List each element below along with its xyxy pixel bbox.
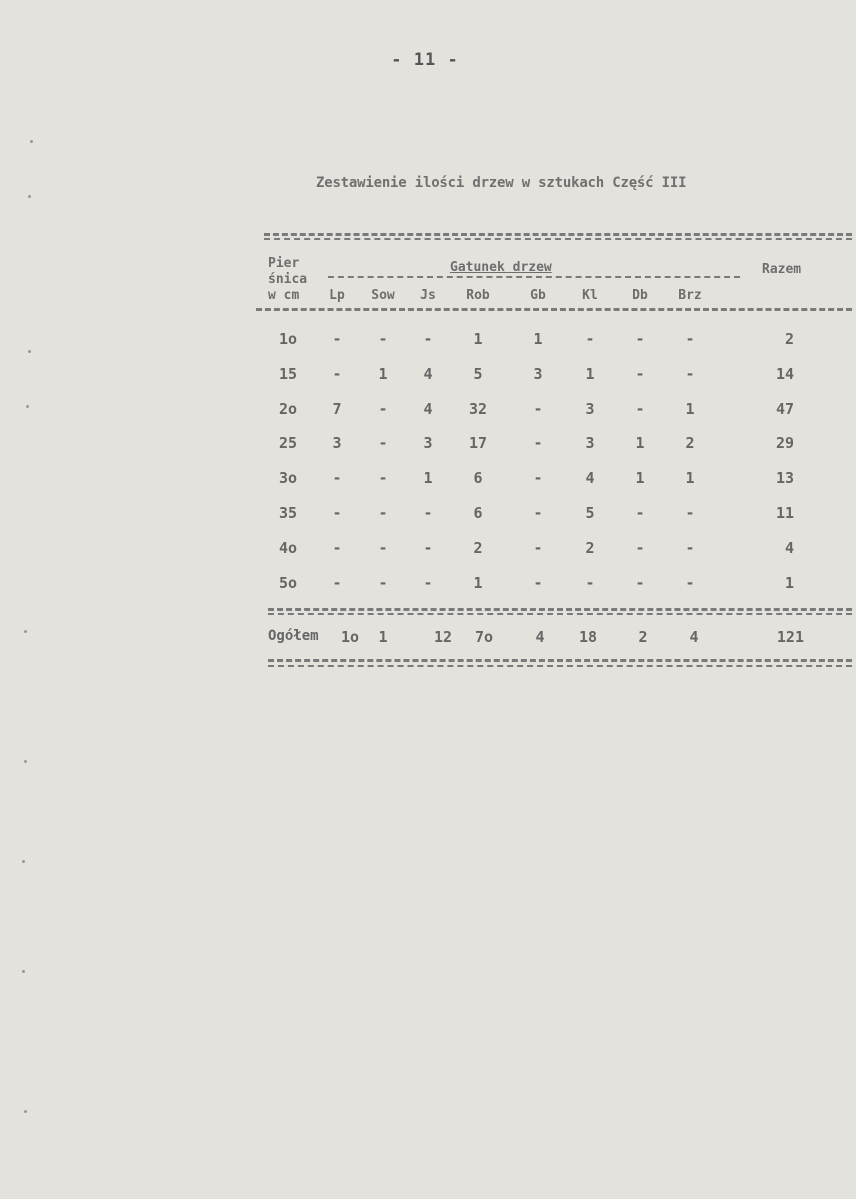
- row-cell: -: [533, 538, 543, 557]
- summary-cell: 4: [689, 628, 699, 646]
- summary-top-rule: [268, 608, 852, 611]
- row-cell: 1: [378, 364, 388, 383]
- row-cell: -: [378, 434, 388, 453]
- header-species-6: Db: [632, 288, 648, 303]
- row-cell: 1: [685, 469, 695, 488]
- row-cell: 2: [585, 538, 595, 557]
- header-total: Razem: [762, 262, 802, 277]
- row-cell: -: [533, 469, 543, 488]
- summary-label: Ogółem: [268, 628, 319, 644]
- row-cell: 3: [585, 434, 595, 453]
- summary-total: 121: [776, 628, 804, 646]
- row-total: 14: [775, 364, 794, 383]
- row-cell: -: [585, 330, 595, 348]
- row-label: 35: [278, 504, 298, 522]
- row-cell: -: [685, 504, 695, 522]
- row-cell: -: [635, 573, 645, 592]
- header-species-5: Kl: [582, 288, 598, 303]
- row-cell: 1: [635, 434, 645, 453]
- summary-cell: 4: [535, 628, 545, 646]
- row-cell: 2: [685, 434, 695, 453]
- row-cell: -: [423, 504, 433, 522]
- row-cell: -: [635, 330, 645, 348]
- summary-cell: 7o: [474, 628, 494, 646]
- row-cell: 4: [585, 469, 595, 488]
- row-total: 2: [784, 330, 794, 348]
- row-cell: 6: [473, 504, 483, 522]
- row-cell: -: [685, 573, 695, 592]
- summary-cell: 1o: [340, 628, 360, 646]
- header-species-3: Rob: [466, 288, 490, 303]
- row-cell: -: [423, 573, 433, 592]
- row-cell: -: [635, 364, 645, 383]
- row-cell: -: [423, 538, 433, 557]
- row-cell: 1: [533, 330, 543, 348]
- row-cell: -: [332, 364, 342, 383]
- header-species-group: Gatunek drzew: [450, 260, 552, 275]
- header-diameter-line2: śnica: [268, 272, 308, 287]
- margin-mark: [24, 1110, 27, 1113]
- row-cell: 1: [473, 573, 483, 592]
- row-cell: -: [685, 330, 695, 348]
- row-label: 3o: [278, 469, 298, 488]
- summary-cell: 1: [378, 628, 388, 646]
- row-total: 4: [784, 538, 794, 557]
- margin-mark: [22, 970, 25, 973]
- row-cell: -: [332, 504, 342, 522]
- row-cell: -: [378, 399, 388, 418]
- row-cell: -: [635, 504, 645, 522]
- bottom-rule: [268, 659, 852, 662]
- row-cell: 1: [585, 364, 595, 383]
- summary-top-rule-2: [268, 613, 852, 615]
- row-cell: -: [585, 573, 595, 592]
- row-cell: -: [378, 504, 388, 522]
- header-species-7: Brz: [678, 288, 702, 303]
- row-cell: -: [332, 573, 342, 592]
- row-cell: -: [685, 364, 695, 383]
- row-total: 47: [775, 399, 794, 418]
- margin-mark: [28, 195, 31, 198]
- row-cell: -: [635, 538, 645, 557]
- row-cell: -: [533, 399, 543, 418]
- row-cell: 3: [423, 434, 433, 453]
- row-cell: -: [635, 399, 645, 418]
- row-cell: 5: [585, 504, 595, 522]
- row-cell: 1: [473, 330, 483, 348]
- summary-cell: 2: [638, 628, 648, 646]
- margin-mark: [30, 140, 33, 143]
- row-label: 2o: [278, 399, 298, 418]
- row-cell: -: [533, 504, 543, 522]
- row-cell: -: [332, 330, 342, 348]
- summary-cell: 18: [578, 628, 598, 646]
- header-species-1: Sow: [371, 288, 395, 303]
- header-diameter-line3: w cm: [268, 288, 300, 303]
- row-cell: -: [332, 538, 342, 557]
- top-rule: [264, 233, 852, 236]
- row-cell: -: [423, 330, 433, 348]
- margin-mark: [24, 760, 27, 763]
- species-group-rule: [328, 276, 740, 278]
- header-species-0: Lp: [329, 288, 345, 303]
- row-cell: 4: [423, 399, 433, 418]
- row-cell: -: [332, 469, 342, 488]
- header-diameter-line1: Pier: [268, 256, 300, 271]
- row-cell: 3: [533, 364, 543, 383]
- row-cell: -: [533, 573, 543, 592]
- page-number: - 11 -: [391, 50, 459, 70]
- row-cell: 1: [635, 469, 645, 488]
- row-cell: -: [378, 330, 388, 348]
- summary-cell: 12: [433, 628, 453, 646]
- row-cell: 1: [423, 469, 433, 488]
- row-label: 15: [278, 364, 298, 383]
- row-cell: 6: [473, 469, 483, 488]
- row-cell: 4: [423, 364, 433, 383]
- row-total: 11: [775, 504, 794, 522]
- row-cell: 7: [332, 399, 342, 418]
- row-cell: 3: [585, 399, 595, 418]
- row-label: 5o: [278, 573, 298, 592]
- row-cell: -: [533, 434, 543, 453]
- row-cell: 32: [468, 399, 488, 418]
- top-rule-2: [264, 238, 852, 240]
- margin-mark: [28, 350, 31, 353]
- row-label: 25: [278, 434, 298, 453]
- row-cell: 2: [473, 538, 483, 557]
- row-cell: 5: [473, 364, 483, 383]
- header-species-2: Js: [420, 288, 436, 303]
- bottom-rule-2: [268, 665, 852, 667]
- header-rule: [256, 308, 852, 311]
- row-cell: 3: [332, 434, 342, 453]
- row-total: 13: [775, 469, 794, 488]
- row-total: 29: [775, 434, 794, 453]
- row-cell: -: [378, 469, 388, 488]
- row-cell: -: [378, 573, 388, 592]
- table-title: Zestawienie ilości drzew w sztukach Część III: [316, 175, 687, 191]
- row-cell: -: [685, 538, 695, 557]
- row-label: 4o: [278, 538, 298, 557]
- margin-mark: [26, 405, 29, 408]
- header-species-4: Gb: [530, 288, 546, 303]
- row-cell: 1: [685, 399, 695, 418]
- margin-mark: [24, 630, 27, 633]
- row-cell: -: [378, 538, 388, 557]
- margin-mark: [22, 860, 25, 863]
- row-cell: 17: [468, 434, 488, 453]
- row-total: 1: [784, 573, 794, 592]
- row-label: 1o: [278, 330, 298, 348]
